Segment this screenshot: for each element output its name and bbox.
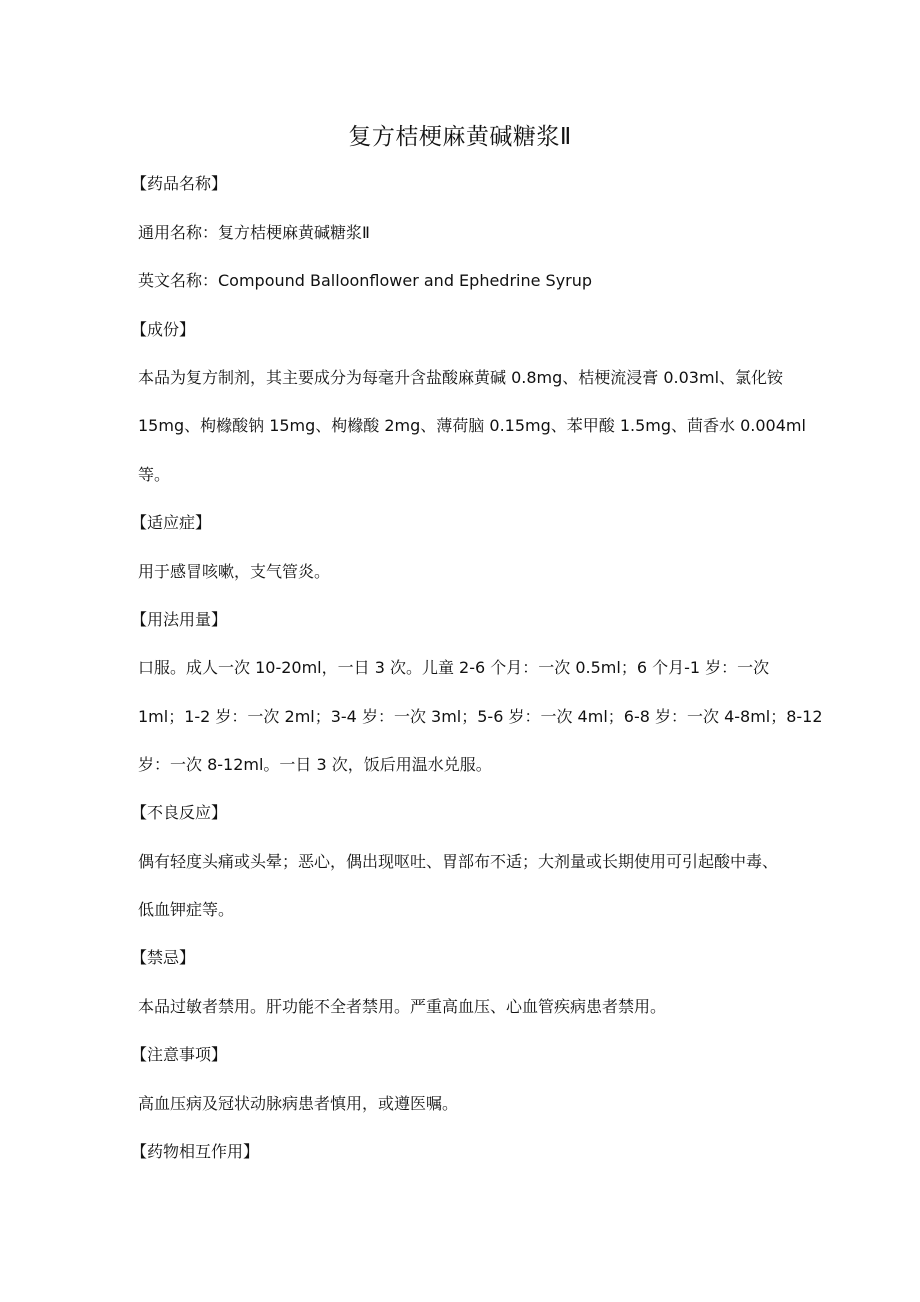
text-line: 口服。成人一次 10-20ml，一日 3 次。儿童 2-6 个月：一次 0.5ml；6 个月-1 岁：一次 — [138, 658, 770, 677]
text-line: 本品为复方制剂，其主要成分为每毫升含盐酸麻黄碱 0.8mg、桔梗流浸膏 0.03ml、氯化铵 — [138, 368, 784, 387]
document-title: 复方桔梗麻黄碱糖浆Ⅱ — [348, 124, 572, 150]
text-line: 1ml；1-2 岁：一次 2ml；3-4 岁：一次 3ml；5-6 岁：一次 4ml；6-8 岁：一次 4-8ml；8-12 — [138, 707, 823, 726]
text-line: 等。 — [138, 465, 171, 484]
text-line: 15mg、枸橼酸钠 15mg、枸橼酸 2mg、薄荷脑 0.15mg、苯甲酸 1.5mg、茴香水 0.004ml — [138, 416, 806, 435]
section-heading-indications: 【适应症】 — [131, 513, 212, 532]
section-heading-contraindications: 【禁忌】 — [131, 948, 196, 967]
section-heading-ingredients: 【成份】 — [131, 320, 196, 339]
section-heading-adverse-reactions: 【不良反应】 — [131, 803, 228, 822]
text-line: 通用名称：复方桔梗麻黄碱糖浆Ⅱ — [138, 223, 370, 242]
text-line: 偶有轻度头痛或头晕；恶心，偶出现呕吐、胃部布不适；大剂量或长期使用可引起酸中毒、 — [138, 852, 779, 871]
section-heading-drug-name: 【药品名称】 — [131, 174, 228, 193]
text-line: 岁：一次 8-12ml。一日 3 次，饭后用温水兑服。 — [138, 755, 492, 774]
section-heading-precautions: 【注意事项】 — [131, 1045, 228, 1064]
text-line: 英文名称：Compound Balloonflower and Ephedrine Syrup — [138, 271, 593, 290]
text-line: 低血钾症等。 — [138, 900, 235, 919]
section-heading-drug-interactions: 【药物相互作用】 — [131, 1142, 260, 1161]
text-line: 高血压病及冠状动脉病患者慎用，或遵医嘱。 — [138, 1094, 459, 1113]
section-heading-dosage: 【用法用量】 — [131, 610, 228, 629]
text-line: 用于感冒咳嗽，支气管炎。 — [138, 562, 331, 581]
text-line: 本品过敏者禁用。肝功能不全者禁用。严重高血压、心血管疾病患者禁用。 — [138, 997, 667, 1016]
